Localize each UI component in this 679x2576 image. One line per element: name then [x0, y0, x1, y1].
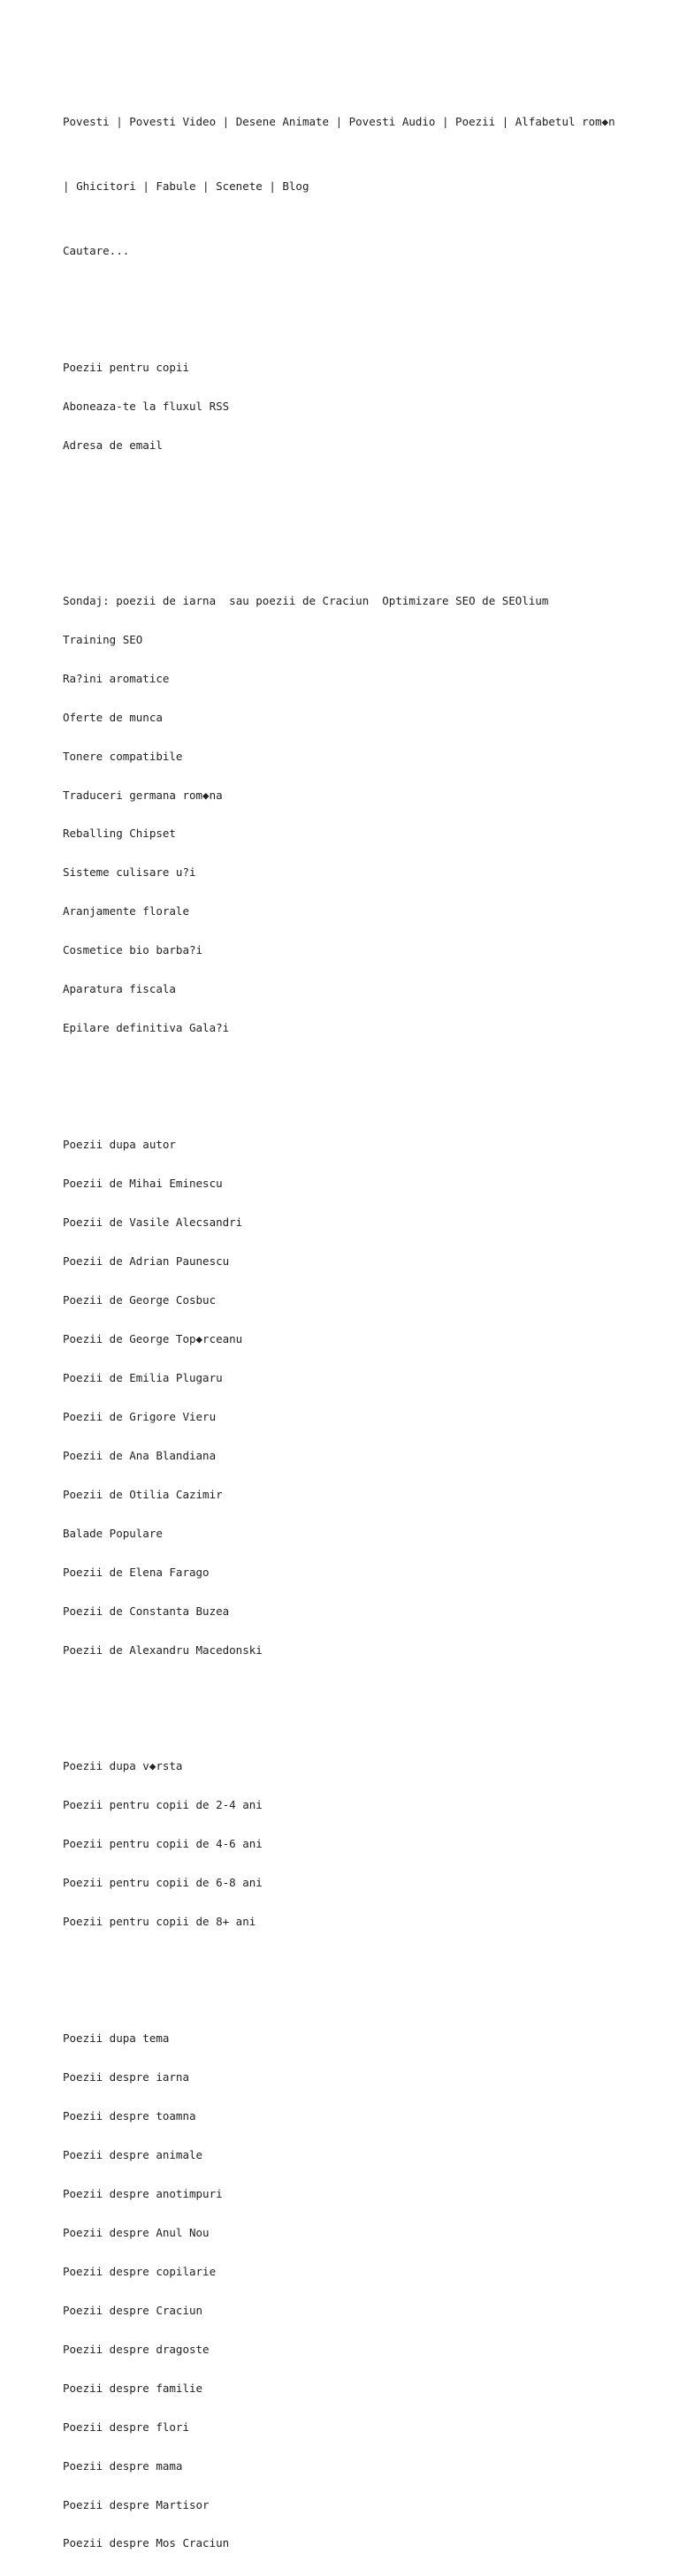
- nav-separator: |: [262, 179, 283, 193]
- nav-separator: |: [435, 114, 456, 128]
- theme-link[interactable]: Poezii despre mama: [63, 2458, 183, 2473]
- list-item[interactable]: [63, 1177, 664, 1191]
- section-heading-author: Poezii dupa autor: [63, 1138, 176, 1152]
- poll-separator: sau: [229, 593, 249, 607]
- nav-item-alfabetul[interactable]: Alfabetul rom◆n: [515, 114, 615, 128]
- search-input[interactable]: Cautare...: [63, 244, 130, 258]
- nav-item-fabule[interactable]: Fabule: [156, 179, 196, 193]
- nav-separator: |: [135, 179, 156, 193]
- site-title-link[interactable]: [63, 362, 664, 375]
- age-link[interactable]: Poezii pentru copii de 4-6 ani: [63, 1837, 263, 1851]
- author-link[interactable]: Poezii de Constanta Buzea: [63, 1604, 230, 1618]
- theme-link[interactable]: Poezii despre familie: [63, 2381, 203, 2395]
- list-item[interactable]: [63, 2382, 664, 2396]
- nav-item-povesti-video[interactable]: Povesti Video: [129, 114, 217, 128]
- list-item[interactable]: [63, 1450, 664, 1463]
- nav-item-desene-animate[interactable]: Desene Animate: [235, 114, 330, 128]
- poll-option-christmas[interactable]: poezii de Craciun: [256, 593, 370, 607]
- list-item[interactable]: [63, 2149, 664, 2162]
- nav-bar: [63, 116, 664, 129]
- author-link[interactable]: Poezii de George Top◆rceanu: [63, 1331, 243, 1345]
- sponsor-link-label[interactable]: Oferte de munca: [63, 710, 163, 724]
- nav-item-scenete[interactable]: Scenete: [216, 179, 263, 193]
- list-item[interactable]: [63, 1411, 664, 1424]
- theme-link[interactable]: Poezii despre dragoste: [63, 2342, 210, 2356]
- sponsor-link-label[interactable]: Aparatura fiscala: [63, 982, 176, 996]
- email-field[interactable]: Adresa de email: [63, 438, 163, 452]
- nav-bar-line2: [63, 180, 664, 194]
- sponsor-link[interactable]: [63, 827, 664, 841]
- list-item[interactable]: [63, 1489, 664, 1502]
- theme-link[interactable]: Poezii despre Mos Craciun: [63, 2536, 230, 2550]
- list-item[interactable]: [63, 2305, 664, 2318]
- list-item[interactable]: [63, 1916, 664, 1929]
- site-title[interactable]: Poezii pentru copii: [63, 361, 189, 375]
- list-item[interactable]: [63, 1333, 664, 1346]
- nav-item-povesti-audio[interactable]: Povesti Audio: [348, 114, 436, 128]
- nav-item-poezii[interactable]: Poezii: [455, 114, 496, 128]
- author-link[interactable]: Poezii de Alexandru Macedonski: [63, 1642, 263, 1657]
- list-item[interactable]: [63, 2266, 664, 2279]
- nav-separator: |: [329, 114, 349, 128]
- list-item[interactable]: [63, 2421, 664, 2435]
- theme-link[interactable]: Poezii despre flori: [63, 2420, 189, 2434]
- nav-item-blog[interactable]: Blog: [282, 179, 309, 193]
- list-item[interactable]: [63, 1566, 664, 1580]
- list-item[interactable]: [63, 2344, 664, 2357]
- author-link[interactable]: Poezii de Adrian Paunescu: [63, 1254, 230, 1268]
- poll-line: [63, 595, 664, 608]
- author-link[interactable]: Poezii de Grigore Vieru: [63, 1409, 217, 1423]
- theme-link[interactable]: Poezii despre anotimpuri: [63, 2186, 223, 2200]
- author-link[interactable]: Poezii de Elena Farago: [63, 1565, 210, 1579]
- theme-link[interactable]: Poezii despre copilarie: [63, 2264, 217, 2278]
- nav-separator: |: [109, 114, 130, 128]
- sponsor-link[interactable]: [63, 983, 664, 996]
- sponsor-link[interactable]: [63, 712, 664, 725]
- age-link[interactable]: Poezii pentru copii de 6-8 ani: [63, 1876, 263, 1890]
- list-item[interactable]: [63, 1372, 664, 1385]
- nav-item-povesti[interactable]: Povesti: [63, 114, 110, 128]
- sponsor-link-label[interactable]: Tonere compatibile: [63, 749, 183, 763]
- theme-link[interactable]: Poezii despre Martisor: [63, 2497, 210, 2511]
- sponsor-link-label[interactable]: Cosmetice bio barba?i: [63, 943, 203, 957]
- spacer: [63, 1696, 664, 1709]
- sponsor-link-label[interactable]: Epilare definitiva Gala?i: [63, 1021, 230, 1035]
- theme-link[interactable]: Poezii despre animale: [63, 2147, 203, 2161]
- list-item[interactable]: [63, 2460, 664, 2473]
- sponsor-link[interactable]: [63, 673, 664, 686]
- list-item[interactable]: [63, 1605, 664, 1619]
- spacer: [63, 297, 664, 310]
- author-link[interactable]: Poezii de Vasile Alecsandri: [63, 1216, 243, 1230]
- theme-link[interactable]: Poezii despre Anul Nou: [63, 2225, 210, 2239]
- sponsor-link[interactable]: [63, 944, 664, 957]
- list-item[interactable]: [63, 1877, 664, 1890]
- page-content: [63, 64, 664, 2576]
- list-item[interactable]: [63, 1799, 664, 1812]
- list-item[interactable]: [63, 1294, 664, 1307]
- list-item[interactable]: [63, 2227, 664, 2240]
- author-link[interactable]: Poezii de Otilia Cazimir: [63, 1487, 223, 1501]
- list-item[interactable]: [63, 1528, 664, 1541]
- author-link[interactable]: Poezii de George Cosbuc: [63, 1292, 217, 1307]
- section-heading-age: Poezii dupa v◆rsta: [63, 1759, 183, 1773]
- spacer: [63, 1968, 664, 1981]
- section-heading-theme: Poezii dupa tema: [63, 2031, 170, 2046]
- sponsor-link-label[interactable]: Training SEO: [63, 632, 143, 646]
- list-item[interactable]: [63, 2499, 664, 2512]
- sponsor-link-label[interactable]: Reballing Chipset: [63, 827, 176, 841]
- list-item[interactable]: [63, 1255, 664, 1269]
- nav-item-ghicitori[interactable]: Ghicitori: [76, 179, 136, 193]
- list-item[interactable]: [63, 1216, 664, 1230]
- list-item[interactable]: [63, 1838, 664, 1851]
- sponsor-link[interactable]: [63, 789, 664, 803]
- author-link[interactable]: Balade Populare: [63, 1526, 163, 1540]
- poll-prefix: Sondaj:: [63, 593, 110, 607]
- spacer: [63, 492, 664, 544]
- nav-separator: |: [63, 179, 77, 193]
- list-item[interactable]: [63, 2071, 664, 2084]
- list-item[interactable]: [63, 2537, 664, 2550]
- nav-separator: |: [495, 114, 515, 128]
- sponsor-link[interactable]: [63, 751, 664, 764]
- author-link[interactable]: Poezii de Ana Blandiana: [63, 1448, 217, 1462]
- theme-link[interactable]: Poezii despre iarna: [63, 2070, 189, 2084]
- poll-option-winter[interactable]: poezii de iarna: [116, 593, 217, 607]
- rss-link[interactable]: [63, 400, 664, 414]
- list-item[interactable]: [63, 2110, 664, 2123]
- sponsor-link[interactable]: [63, 866, 664, 880]
- sponsor-link-label[interactable]: Sisteme culisare u?i: [63, 865, 196, 880]
- list-item[interactable]: [63, 2188, 664, 2201]
- spacer: [63, 1074, 664, 1087]
- sponsor-link[interactable]: [63, 1022, 664, 1035]
- sponsor-link[interactable]: [63, 905, 664, 918]
- sponsor-link-label[interactable]: Traduceri germana rom◆na: [63, 788, 223, 802]
- sponsor-link-seo[interactable]: Optimizare SEO de SEOlium: [382, 593, 549, 607]
- sponsor-link-label[interactable]: Ra?ini aromatice: [63, 671, 170, 685]
- age-link[interactable]: Poezii pentru copii de 2-4 ani: [63, 1798, 263, 1812]
- list-item[interactable]: [63, 1644, 664, 1658]
- nav-separator: |: [195, 179, 217, 193]
- sponsor-link[interactable]: [63, 634, 664, 647]
- theme-link[interactable]: Poezii despre toamna: [63, 2108, 196, 2123]
- author-link[interactable]: Poezii de Mihai Eminescu: [63, 1177, 223, 1191]
- sponsor-link-label[interactable]: Aranjamente florale: [63, 904, 189, 918]
- nav-separator: |: [216, 114, 236, 128]
- rss-subscribe[interactable]: Aboneaza-te la fluxul RSS: [63, 399, 230, 413]
- author-link[interactable]: Poezii de Emilia Plugaru: [63, 1370, 223, 1384]
- age-link[interactable]: Poezii pentru copii de 8+ ani: [63, 1915, 256, 1929]
- theme-link[interactable]: Poezii despre Craciun: [63, 2303, 203, 2317]
